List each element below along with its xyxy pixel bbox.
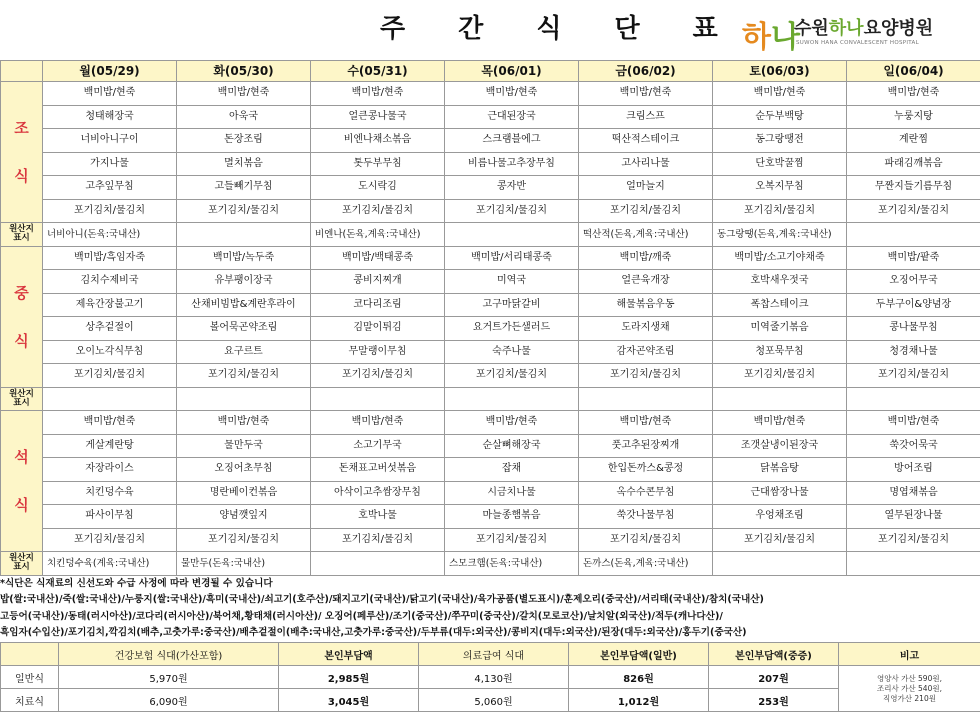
menu-item: 상추겉절이 — [43, 317, 177, 341]
menu-item: 백미밥/흑임자죽 — [43, 246, 177, 270]
menu-item: 얼마늘지 — [579, 176, 713, 200]
menu-item: 방어조림 — [847, 458, 980, 482]
origin-label: 원산지 표시 — [1, 387, 43, 411]
cost-header: 본인부담액(중증) — [709, 643, 839, 666]
menu-item: 열무된장나물 — [847, 505, 980, 529]
menu-item: 백미밥/현죽 — [713, 411, 847, 435]
menu-item: 백미밥/현죽 — [311, 411, 445, 435]
menu-item: 포기김치/물김치 — [177, 528, 311, 552]
menu-item: 파래김깨볶음 — [847, 152, 980, 176]
menu-item: 포기김치/물김치 — [445, 364, 579, 388]
menu-item: 요구르트 — [177, 340, 311, 364]
corner-cell — [1, 61, 43, 82]
menu-item: 아삭이고추쌈장무침 — [311, 481, 445, 505]
menu-item: 소고기무국 — [311, 434, 445, 458]
lunch-row — [1, 246, 980, 270]
meal-cost-table — [0, 642, 980, 712]
cost-header: 비고 — [839, 643, 980, 666]
dinner-row — [1, 411, 980, 435]
menu-item: 폭찹스테이크 — [713, 293, 847, 317]
cost-value: 253원 — [709, 689, 839, 712]
menu-item: 아욱국 — [177, 105, 311, 129]
breakfast-row — [1, 82, 980, 106]
menu-item: 코다리조림 — [311, 293, 445, 317]
day-header: 월(05/29) — [43, 61, 177, 82]
origin-cell: 너비아니(돈육:국내산) — [43, 223, 177, 247]
menu-item: 백미밥/현죽 — [847, 411, 980, 435]
cost-value: 2,985원 — [279, 666, 419, 689]
menu-item: 포기김치/물김치 — [311, 528, 445, 552]
cost-value: 826원 — [569, 666, 709, 689]
lunch-row — [1, 364, 980, 388]
menu-item: 백미밥/현죽 — [177, 411, 311, 435]
origin-cell — [43, 387, 177, 411]
menu-item: 백미밥/팥죽 — [847, 246, 980, 270]
menu-item: 양념깻잎지 — [177, 505, 311, 529]
menu-item: 포기김치/물김치 — [847, 199, 980, 223]
dinner-row — [1, 481, 980, 505]
origin-cell — [713, 387, 847, 411]
menu-item: 볼어묵곤약조림 — [177, 317, 311, 341]
breakfast-row — [1, 152, 980, 176]
menu-item: 오이노각식무침 — [43, 340, 177, 364]
note-line: *식단은 식재료의 신선도와 수급 사정에 따라 변경될 수 있습니다 — [0, 576, 980, 592]
menu-item: 단호박꿀찜 — [713, 152, 847, 176]
menu-item: 고구마닭갈비 — [445, 293, 579, 317]
dinner-row — [1, 528, 980, 552]
menu-item: 포기김치/물김치 — [713, 528, 847, 552]
day-header: 토(06/03) — [713, 61, 847, 82]
dinner-row — [1, 434, 980, 458]
menu-item: 고추잎무침 — [43, 176, 177, 200]
menu-item: 백미밥/현죽 — [177, 82, 311, 106]
menu-item: 청태해장국 — [43, 105, 177, 129]
menu-item: 백미밥/현죽 — [43, 411, 177, 435]
note-line: 고등어(국내산)/동태(러시아산)/코다리(러시아산)/북어채,황태채(러시아산)/ 오징어(페루산)/조기(중국산)/쭈꾸미(중국산)/갈치(모로코산)/날치알(외국산)/적두(캐나다산)/ — [0, 609, 980, 625]
menu-item: 우엉채조림 — [713, 505, 847, 529]
origin-cell — [579, 387, 713, 411]
lunch-row — [1, 317, 980, 341]
origin-cell — [713, 552, 847, 576]
cost-row-label: 치료식 — [1, 689, 59, 712]
cost-row-label: 일반식 — [1, 666, 59, 689]
menu-item: 포기김치/물김치 — [579, 364, 713, 388]
menu-item: 가지나물 — [43, 152, 177, 176]
menu-item: 오징어초무침 — [177, 458, 311, 482]
hospital-name: 수원하나요양병원 — [794, 14, 933, 40]
cost-header: 의료급여 식대 — [419, 643, 569, 666]
menu-item: 백미밥/현죽 — [445, 82, 579, 106]
menu-item: 근대된장국 — [445, 105, 579, 129]
menu-item: 포기김치/물김치 — [311, 364, 445, 388]
menu-item: 감자곤약조림 — [579, 340, 713, 364]
cost-header: 본인부담액 — [279, 643, 419, 666]
menu-item: 순두부백탕 — [713, 105, 847, 129]
menu-item: 마늘종햄볶음 — [445, 505, 579, 529]
origin-cell: 비엔나(돈육,계육:국내산) — [311, 223, 445, 247]
breakfast-label: 조 식 — [1, 82, 43, 223]
menu-item: 도시락김 — [311, 176, 445, 200]
cost-value: 3,045원 — [279, 689, 419, 712]
lunch-row — [1, 340, 980, 364]
menu-item: 숙주나물 — [445, 340, 579, 364]
lunch-origin-row — [1, 387, 980, 411]
menu-item: 제육간장불고기 — [43, 293, 177, 317]
menu-item: 명엽채볶음 — [847, 481, 980, 505]
breakfast-row — [1, 105, 980, 129]
hospital-logo — [742, 8, 972, 56]
menu-item: 백미밥/현죽 — [445, 411, 579, 435]
lunch-label: 중 식 — [1, 246, 43, 387]
menu-item: 백미밥/현죽 — [579, 82, 713, 106]
menu-item: 호박나물 — [311, 505, 445, 529]
origin-cell: 물만두(돈육:국내산) — [177, 552, 311, 576]
menu-item: 얼큰육개장 — [579, 270, 713, 294]
cost-value: 6,090원 — [59, 689, 279, 712]
menu-item: 오징어무국 — [847, 270, 980, 294]
menu-item: 백미밥/현죽 — [847, 82, 980, 106]
menu-item: 포기김치/물김치 — [713, 364, 847, 388]
lunch-row — [1, 270, 980, 294]
day-header: 수(05/31) — [311, 61, 445, 82]
menu-item: 포기김치/물김치 — [177, 364, 311, 388]
menu-item: 돈채표고버섯볶음 — [311, 458, 445, 482]
cost-row — [1, 689, 980, 712]
menu-item: 백미밥/녹두죽 — [177, 246, 311, 270]
menu-item: 조갯살냉이된장국 — [713, 434, 847, 458]
menu-item: 얼큰콩나물국 — [311, 105, 445, 129]
origin-cell — [311, 552, 445, 576]
menu-item: 김말이튀김 — [311, 317, 445, 341]
menu-item: 포기김치/물김치 — [579, 199, 713, 223]
menu-item: 포기김치/물김치 — [445, 528, 579, 552]
note-line: 밥(쌀:국내산)/죽(쌀:국내산)/누룽지(쌀:국내산)/흑미(국내산)/쇠고기(호주산)/돼지고기(국내산)/닭고기(국내산)/육가공품(별도표시)/훈제오리(중국산)/서리태(국내산)/참치(국내산) — [0, 592, 980, 608]
menu-item: 백미밥/현죽 — [713, 82, 847, 106]
origin-cell — [177, 223, 311, 247]
menu-item: 닭볶음탕 — [713, 458, 847, 482]
dinner-label: 석 식 — [1, 411, 43, 552]
breakfast-row — [1, 199, 980, 223]
origin-cell — [847, 552, 980, 576]
origin-label: 원산지 표시 — [1, 223, 43, 247]
menu-item: 동그랑땡전 — [713, 129, 847, 153]
origin-cell — [311, 387, 445, 411]
menu-item: 포기김치/물김치 — [177, 199, 311, 223]
menu-item: 계란찜 — [847, 129, 980, 153]
menu-item: 멸치볶음 — [177, 152, 311, 176]
day-header: 금(06/02) — [579, 61, 713, 82]
menu-item: 풋고추된장찌개 — [579, 434, 713, 458]
menu-item: 백미밥/현죽 — [311, 82, 445, 106]
cost-header: 본인부담액(일반) — [569, 643, 709, 666]
cost-header: 건강보험 식대(가산포함) — [59, 643, 279, 666]
menu-item: 두부구이&양념장 — [847, 293, 980, 317]
origin-label: 원산지 표시 — [1, 552, 43, 576]
menu-item: 오복지무침 — [713, 176, 847, 200]
menu-item: 콩나물무침 — [847, 317, 980, 341]
menu-item: 시금치나물 — [445, 481, 579, 505]
menu-item: 한입돈까스&콩정 — [579, 458, 713, 482]
menu-item: 요거트가든샐러드 — [445, 317, 579, 341]
menu-item: 파사이무침 — [43, 505, 177, 529]
title-bar — [0, 0, 980, 60]
origin-cell: 스모크햄(돈육:국내산) — [445, 552, 579, 576]
origin-cell — [847, 223, 980, 247]
origin-cell: 동그랑땡(돈육,계육:국내산) — [713, 223, 847, 247]
menu-item: 백미밥/서리태콩죽 — [445, 246, 579, 270]
breakfast-row — [1, 176, 980, 200]
cost-value: 5,970원 — [59, 666, 279, 689]
menu-item: 근대쌈장나물 — [713, 481, 847, 505]
menu-item: 미역국 — [445, 270, 579, 294]
menu-item: 콩비지찌개 — [311, 270, 445, 294]
menu-item: 돈장조림 — [177, 129, 311, 153]
menu-item: 비엔나채소볶음 — [311, 129, 445, 153]
origin-cell — [445, 387, 579, 411]
menu-item: 명란베이컨볶음 — [177, 481, 311, 505]
dinner-row — [1, 505, 980, 529]
menu-item: 청경채나물 — [847, 340, 980, 364]
origin-notes — [0, 576, 980, 642]
menu-item: 호박새우젓국 — [713, 270, 847, 294]
menu-item: 백미밥/소고기야채죽 — [713, 246, 847, 270]
lunch-row — [1, 293, 980, 317]
menu-item: 비름나물고추장무침 — [445, 152, 579, 176]
hospital-subtitle: SUWON HANA CONVALESCENT HOSPITAL — [796, 40, 919, 46]
menu-item: 떡산적스테이크 — [579, 129, 713, 153]
menu-item: 포기김치/물김치 — [43, 199, 177, 223]
note-line: 흑임자(수입산)/포기김치,깍김치(배추,고춧가루:중국산)/배추겉절이(배추:국내산,고춧가루:중국산)/두부류(대두:외국산)/콩비지(대두:외국산)/된장(대두:외국산)/홍두기(중국산) — [0, 625, 980, 641]
menu-item: 백미밥/백태콩죽 — [311, 246, 445, 270]
cost-corner — [1, 643, 59, 666]
day-header: 화(05/30) — [177, 61, 311, 82]
menu-item: 고사리나물 — [579, 152, 713, 176]
cost-value: 5,060원 — [419, 689, 569, 712]
menu-item: 무짠지들기름무침 — [847, 176, 980, 200]
weekly-menu-table — [0, 60, 980, 576]
origin-cell: 치킨덩수육(계육:국내산) — [43, 552, 177, 576]
menu-item: 김치수제비국 — [43, 270, 177, 294]
menu-item: 포기김치/물김치 — [847, 528, 980, 552]
menu-item: 자장라이스 — [43, 458, 177, 482]
menu-item: 쑥갓나물무침 — [579, 505, 713, 529]
cost-remark: 영양사 가산 590원, 조리사 가산 540원, 직영가산 210원 — [839, 666, 980, 712]
menu-item: 백미밥/현죽 — [579, 411, 713, 435]
menu-item: 치킨덩수육 — [43, 481, 177, 505]
menu-item: 백미밥/깨죽 — [579, 246, 713, 270]
menu-item: 쑥갓어묵국 — [847, 434, 980, 458]
menu-item: 너비아니구이 — [43, 129, 177, 153]
menu-item: 고들빼기무침 — [177, 176, 311, 200]
day-header-row — [1, 61, 980, 82]
menu-item: 콩자반 — [445, 176, 579, 200]
cost-value: 1,012원 — [569, 689, 709, 712]
menu-item: 산채비빔밥&계란후라이 — [177, 293, 311, 317]
menu-item: 스크램블에그 — [445, 129, 579, 153]
menu-item: 누룽지탕 — [847, 105, 980, 129]
menu-item: 물만두국 — [177, 434, 311, 458]
origin-cell: 돈까스(돈육,계육:국내산) — [579, 552, 713, 576]
menu-item: 포기김치/물김치 — [579, 528, 713, 552]
menu-item: 포기김치/물김치 — [713, 199, 847, 223]
menu-item: 포기김치/물김치 — [43, 364, 177, 388]
menu-item: 포기김치/물김치 — [43, 528, 177, 552]
menu-item: 유부팽이장국 — [177, 270, 311, 294]
menu-item: 순살뼈해장국 — [445, 434, 579, 458]
menu-item: 포기김치/물김치 — [445, 199, 579, 223]
menu-item: 무말랭이무침 — [311, 340, 445, 364]
menu-item: 백미밥/현죽 — [43, 82, 177, 106]
menu-item: 포기김치/물김치 — [847, 364, 980, 388]
menu-item: 해물볶음우동 — [579, 293, 713, 317]
origin-cell: 떡산적(돈육,계육:국내산) — [579, 223, 713, 247]
menu-item: 크림스프 — [579, 105, 713, 129]
cost-row — [1, 666, 980, 689]
menu-item: 포기김치/물김치 — [311, 199, 445, 223]
logo-mark-icon: 하나 — [742, 12, 800, 56]
menu-item: 게살계란탕 — [43, 434, 177, 458]
menu-item: 잡채 — [445, 458, 579, 482]
dinner-origin-row — [1, 552, 980, 576]
breakfast-origin-row — [1, 223, 980, 247]
day-header: 목(06/01) — [445, 61, 579, 82]
cost-header-row — [1, 643, 980, 666]
page-title: 주 간 식 단 표 — [380, 8, 740, 45]
menu-item: 청포묵무침 — [713, 340, 847, 364]
menu-item: 옥수수콘무침 — [579, 481, 713, 505]
menu-item: 도라지생채 — [579, 317, 713, 341]
cost-value: 207원 — [709, 666, 839, 689]
origin-cell — [445, 223, 579, 247]
menu-item: 미역줄기볶음 — [713, 317, 847, 341]
day-header: 일(06/04) — [847, 61, 980, 82]
menu-item: 톳두부무침 — [311, 152, 445, 176]
origin-cell — [847, 387, 980, 411]
dinner-row — [1, 458, 980, 482]
breakfast-row — [1, 129, 980, 153]
origin-cell — [177, 387, 311, 411]
cost-value: 4,130원 — [419, 666, 569, 689]
